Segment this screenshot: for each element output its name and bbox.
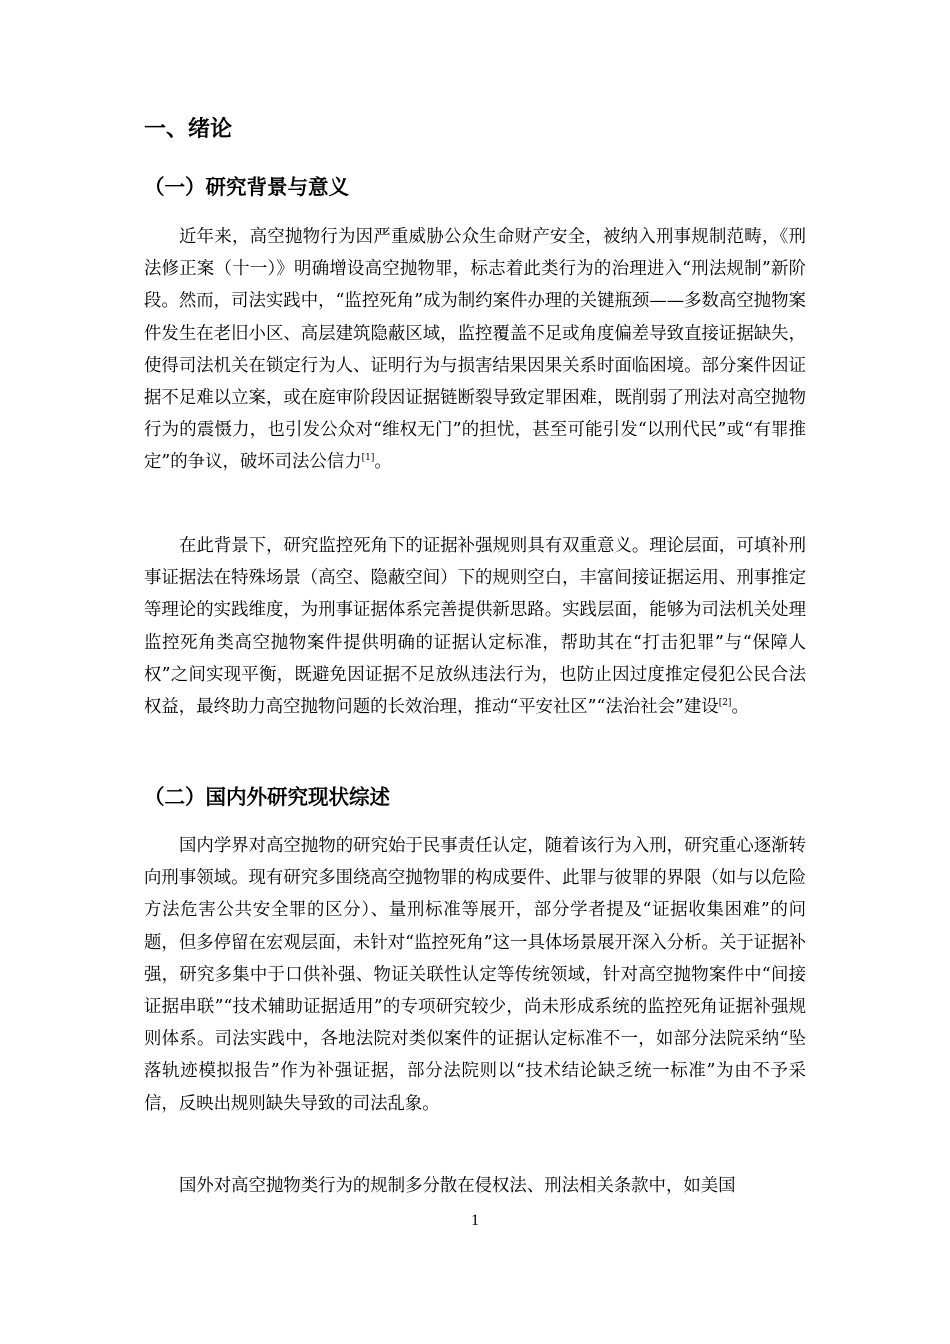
section-heading-background: （一）研究背景与意义: [144, 175, 349, 199]
paragraph-end: 。: [731, 697, 749, 718]
paragraph-background-1: [144, 221, 806, 479]
paragraph-text: 近年来，高空抛物行为因严重威胁公众生命财产安全，被纳入刑事规制范畴，《刑法修正案（十一）》明确增设高空抛物罪，标志着此类行为的治理进入“刑法规制”新阶段。然而，司法实践中，“监控死角”成为制约案件办理的关键瓶颈——多数高空抛物案件发生在老旧小区、高层建筑隐蔽区域，监控覆盖不足或角度偏差导致直接证据缺失，使得司法机关在锁定行为人、证明行为与损害结果因果关系时面临困境。部分案件因证据不足难以立案，或在庭审阶段因证据链断裂导致定罪困难，既削弱了刑法对高空抛物行为的震慑力，也引发公众对“维权无门”的担忧，甚至可能引发“以刑代民”或“有罪推定”的争议，破坏司法公信力: [144, 227, 806, 473]
citation-ref: [2]: [718, 698, 732, 709]
page-number: 1: [471, 1212, 479, 1229]
chapter-heading: 一、绪论: [144, 117, 233, 142]
paragraph-end: 。: [374, 452, 392, 473]
paragraph-literature-foreign: 国外对高空抛物类行为的规制多分散在侵权法、刑法相关条款中，如美国: [179, 1176, 736, 1196]
section-heading-literature-review: （二）国内外研究现状综述: [144, 785, 390, 809]
paragraph-literature-domestic: 国内学界对高空抛物的研究始于民事责任认定，随着该行为入刑，研究重心逐渐转向刑事领域。现有研究多围绕高空抛物罪的构成要件、此罪与彼罪的界限（如与以危险方法危害公共安全罪的区分）、量刑标准等展开，部分学者提及“证据收集困难”的问题，但多停留在宏观层面，未针对“监控死角”这一具体场景展开深入分析。关于证据补强，研究多集中于口供补强、物证关联性认定等传统领域，针对高空抛物案件中“间接证据串联”“技术辅助证据适用”的专项研究较少，尚未形成系统的监控死角证据补强规则体系。司法实践中，各地法院对类似案件的证据认定标准不一，如部分法院采纳“坠落轨迹模拟报告”作为补强证据，部分法院则以“技术结论缺乏统一标准”为由不予采信，反映出规则缺失导致的司法乱象。: [144, 836, 806, 1114]
paragraph-text: 在此背景下，研究监控死角下的证据补强规则具有双重意义。理论层面，可填补刑事证据法在特殊场景（高空、隐蔽空间）下的规则空白，丰富间接证据运用、刑事推定等理论的实践维度，为刑事证据体系完善提供新思路。实践层面，能够为司法机关处理监控死角类高空抛物案件提供明确的证据认定标准，帮助其在“打击犯罪”与“保障人权”之间实现平衡，既避免因证据不足放纵违法行为，也防止因过度推定侵犯公民合法权益，最终助力高空抛物问题的长效治理，推动“平安社区”“法治社会”建设: [144, 536, 806, 718]
paragraph-background-2: [144, 530, 806, 723]
citation-ref: [1]: [361, 453, 375, 464]
